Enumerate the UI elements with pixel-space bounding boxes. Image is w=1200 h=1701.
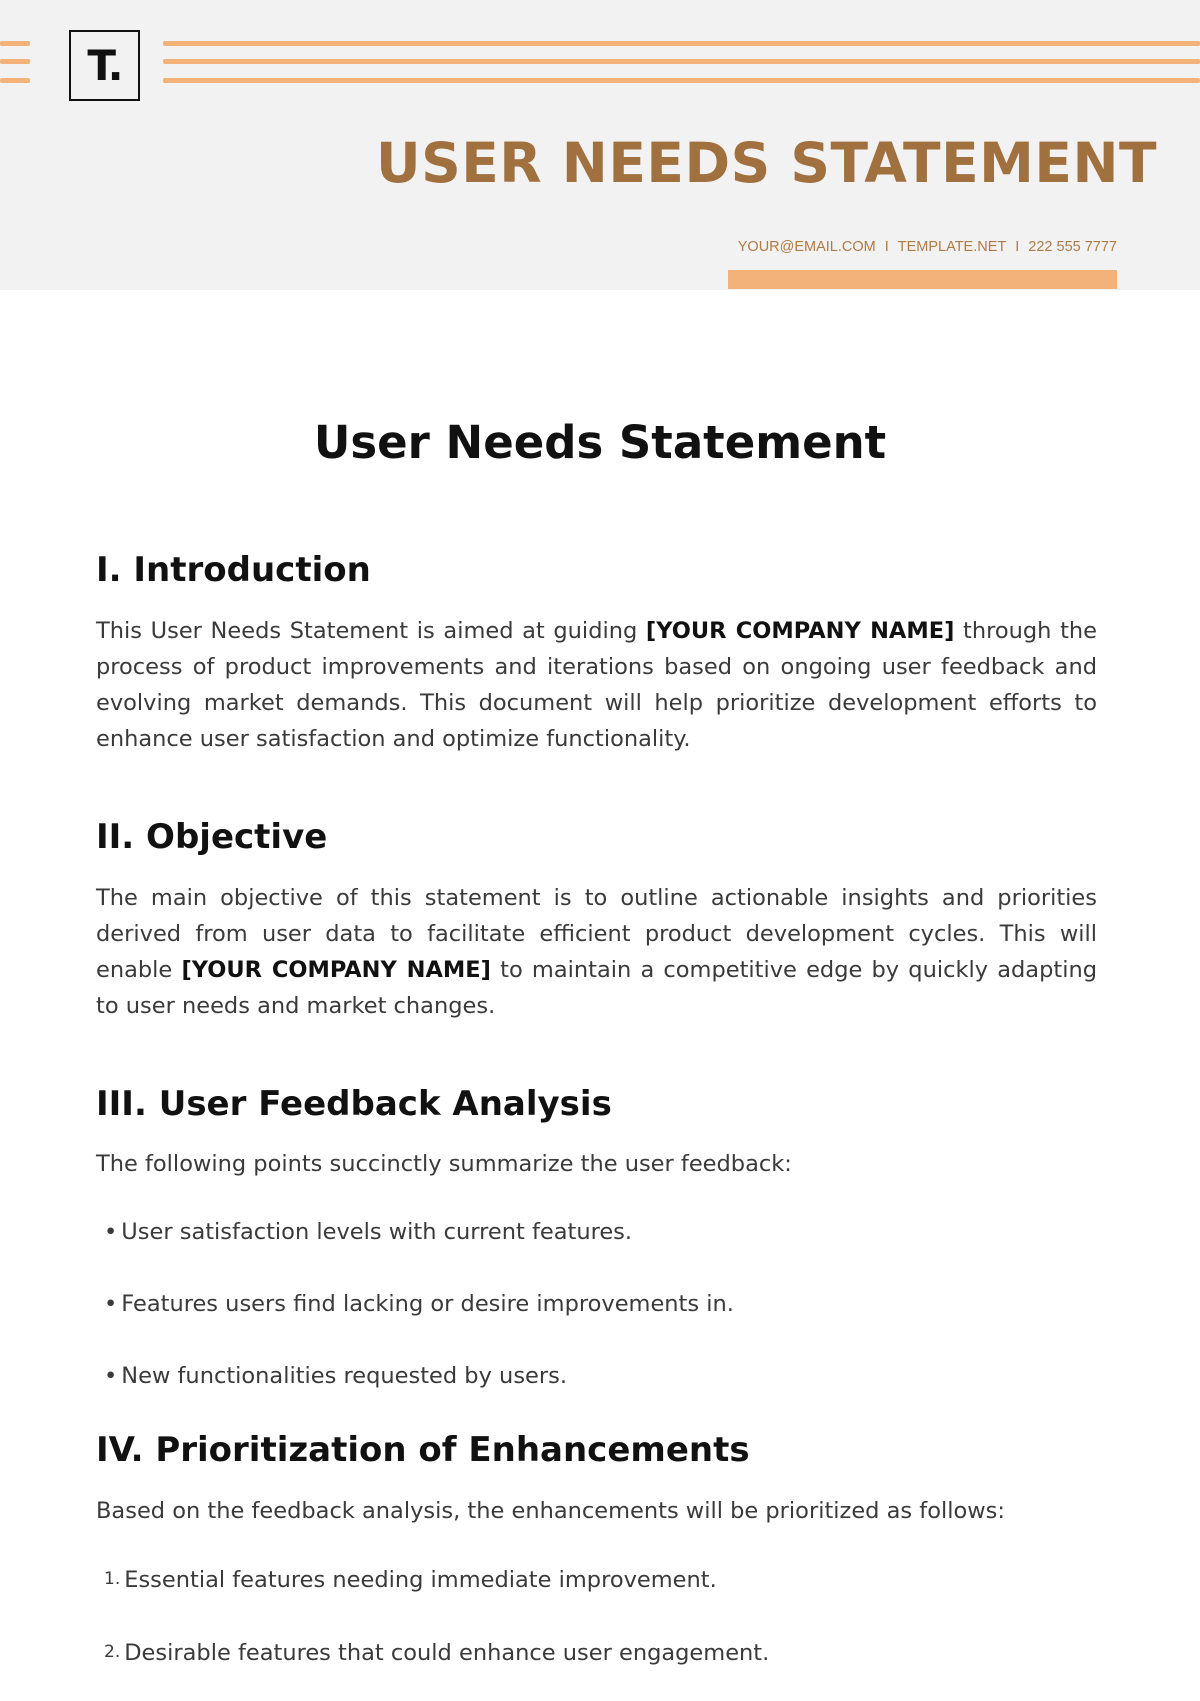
contact-phone: 222 555 7777	[1028, 239, 1117, 255]
bullet-icon: •	[104, 1363, 118, 1390]
list-item-text: User satisfaction levels with current features.	[121, 1219, 633, 1246]
decor-line-right-3	[163, 78, 1200, 83]
list-item	[96, 1634, 1097, 1671]
section-heading: III. User Feedback Analysis	[96, 1083, 612, 1124]
company-name-placeholder: [YOUR COMPANY NAME]	[181, 956, 491, 983]
logo	[69, 30, 140, 101]
list-item-text: Essential features needing immediate improvement.	[124, 1567, 717, 1594]
decor-line-left-3	[0, 78, 30, 83]
paragraph-text: The main objective of this statement is to outline actionable insights and priorities derived from user data to facilitate efficient product development cycles. This will enable	[96, 884, 1097, 983]
contact-email: YOUR@EMAIL.COM	[737, 239, 876, 255]
list-item	[96, 1358, 1097, 1394]
section-introduction	[96, 550, 1097, 757]
list-item-text: Desirable features that could enhance user engagement.	[124, 1640, 770, 1667]
list-item-text: New functionalities requested by users.	[121, 1363, 568, 1390]
logo-text: T.	[87, 40, 122, 90]
section-paragraph	[96, 880, 1097, 1024]
section-heading: I. Introduction	[96, 550, 371, 590]
contact-separator: I	[884, 239, 889, 255]
section-intro: The following points succinctly summarize the user feedback:	[96, 1151, 792, 1178]
list-item-text: Features users find lacking or desire improvements in.	[121, 1291, 734, 1318]
section-objective	[96, 817, 1097, 1024]
decor-line-left-2	[0, 59, 30, 64]
paragraph-text: to maintain a competitive edge by quickly adapting to user needs and market changes.	[96, 956, 1097, 1019]
section-heading: II. Objective	[96, 816, 328, 857]
bullet-icon: •	[104, 1219, 118, 1246]
list-item	[96, 1561, 1097, 1598]
section-heading: IV. Prioritization of Enhancements	[96, 1430, 750, 1471]
list-item	[96, 1286, 1097, 1322]
paragraph-text: This User Needs Statement is aimed at guiding	[96, 617, 646, 644]
contact-website: TEMPLATE.NET	[897, 239, 1007, 255]
decor-line-left-1	[0, 41, 30, 46]
contact-separator: I	[1015, 239, 1020, 255]
bullet-icon: •	[104, 1291, 118, 1318]
decor-line-right-1	[163, 41, 1200, 46]
feedback-list	[96, 1214, 1097, 1394]
contact-info	[738, 240, 1117, 255]
section-prioritization	[96, 1430, 1097, 1671]
list-number: 2.	[104, 1642, 121, 1663]
list-number: 1.	[104, 1569, 121, 1590]
section-user-feedback-analysis	[96, 1084, 1097, 1395]
header-band	[0, 0, 1200, 290]
section-intro: Based on the feedback analysis, the enhancements will be prioritized as follows:	[96, 1498, 1005, 1525]
decor-line-right-2	[163, 59, 1200, 64]
accent-bar	[728, 270, 1117, 289]
document-content	[96, 550, 1097, 1701]
priority-list	[96, 1561, 1097, 1671]
list-item	[96, 1214, 1097, 1250]
section-paragraph	[96, 613, 1097, 757]
company-name-placeholder: [YOUR COMPANY NAME]	[645, 617, 955, 644]
paragraph-text: through the process of product improvements and iterations based on ongoing user feedback and evolving market demands. This document will help prioritize development efforts to enhance user satisfaction and optimize functionality.	[96, 617, 1097, 752]
document-title: User Needs Statement	[313, 416, 887, 469]
banner-title: USER NEEDS STATEMENT	[375, 131, 1157, 195]
